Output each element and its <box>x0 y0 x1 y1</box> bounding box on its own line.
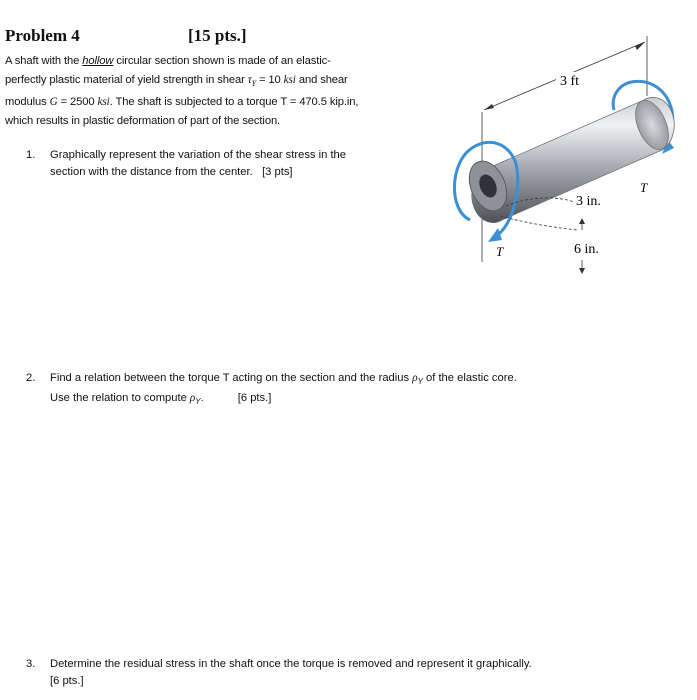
statement-line-4: which results in plastic deformation of part of the section. <box>5 115 281 128</box>
question-1-number: 1. <box>26 149 36 161</box>
question-1-line-1: Graphically represent the variation of the shear stress in the <box>50 149 346 161</box>
torque-arrowhead-left <box>488 228 502 242</box>
torque-label-left: T <box>496 244 504 259</box>
outer-diameter-label: 6 in. <box>574 242 599 257</box>
length-label: 3 ft <box>560 74 580 89</box>
question-1 <box>26 147 446 181</box>
question-1-line-2: section with the distance from the center. <box>50 166 253 178</box>
statement-line-3: modulus G = 2500 ksi. The shaft is subjected to a torque T = 470.5 kip.in, <box>5 96 359 109</box>
statement-line-1: A shaft with the hollow circular section shown is made of an elastic- <box>5 55 331 67</box>
problem-points: [15 pts.] <box>188 26 247 45</box>
problem-title: Problem 4 <box>5 26 80 45</box>
outer-diameter-leader <box>500 216 578 230</box>
question-2-points: [6 pts.] <box>237 392 272 405</box>
torque-label-right: T <box>640 180 648 195</box>
question-3-points: [6 pts.] <box>50 675 84 687</box>
question-2-number: 2. <box>26 372 36 384</box>
hollow-emphasis: hollow <box>82 55 114 67</box>
statement-line-2: perfectly plastic material of yield strength in shear $\tau_Y = 10$ ksi and shear <box>5 73 348 88</box>
length-arrowhead-left <box>484 104 494 110</box>
inner-diameter-label: 3 in. <box>576 194 601 209</box>
problem-statement <box>5 52 445 131</box>
question-3 <box>26 656 686 690</box>
question-3-line-1: Determine the residual stress in the shaft once the torque is removed and represent it graphically. <box>50 658 532 670</box>
length-arrowhead-right <box>635 42 645 50</box>
question-1-points: [3 pts] <box>262 166 293 178</box>
shaft-figure <box>440 30 690 290</box>
question-2: 2. Find a relation between the torque T acting on the section and the radius $\rho_Y$ of the elastic core. Use the relation to compute $\rho_Y$. [6 pts.] <box>26 372 517 407</box>
question-3-number: 3. <box>26 658 36 670</box>
